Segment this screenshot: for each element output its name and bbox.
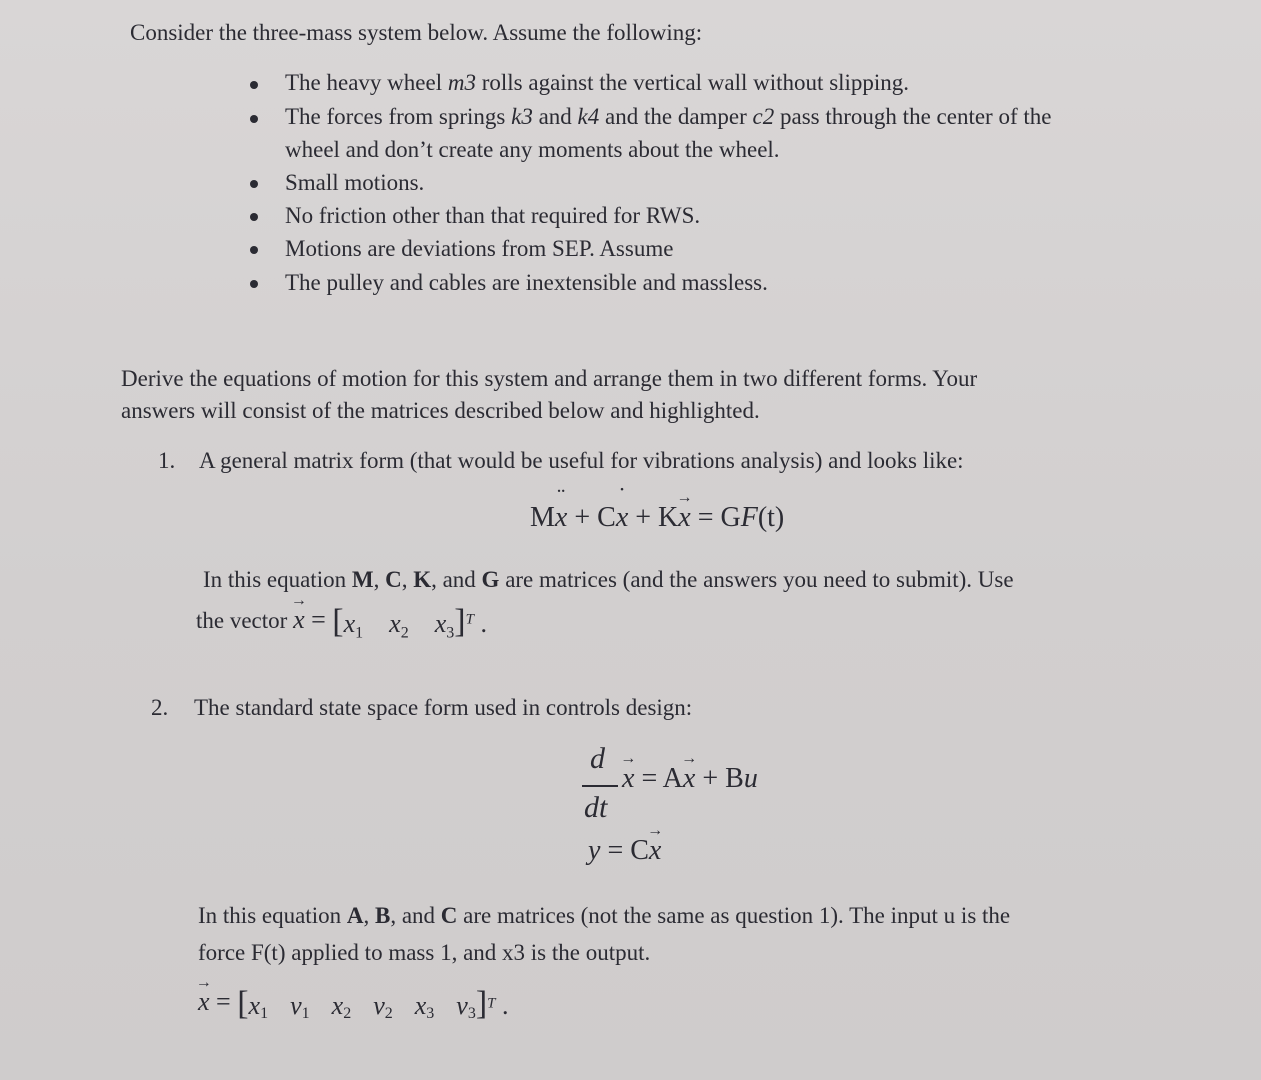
x-vector: → x — [683, 763, 695, 795]
v2: v — [373, 991, 385, 1020]
v1: v — [290, 991, 302, 1020]
eq-plus-B: + B — [695, 763, 744, 794]
assumption-2-text: The forces from springs — [285, 104, 512, 129]
eq-F: F — [740, 502, 758, 533]
vector-label: the vector — [196, 608, 294, 633]
question-1-text: A general matrix form (that would be useful for vibrations analysis) and looks like: — [199, 448, 964, 473]
intro-text: Consider the three-mass system below. Assume the following: — [130, 20, 703, 45]
x-vector: → x — [198, 987, 210, 1017]
input-u: u — [743, 763, 758, 794]
comma: , — [373, 567, 386, 592]
assumption-2 — [285, 104, 1051, 130]
matrix-G: G — [481, 567, 500, 592]
bracket-close: ] — [475, 985, 488, 1022]
matrix-C: C — [440, 903, 458, 928]
matrix-K: K — [413, 567, 432, 592]
assumption-6: The pulley and cables are inextensible and massless. — [285, 270, 768, 295]
assumption-5: Motions are deviations from SEP. Assume — [285, 236, 674, 261]
assumption-2-and: and — [532, 104, 578, 129]
symbol-k4: k4 — [577, 104, 600, 129]
x3-sub: 3 — [426, 1005, 435, 1023]
matrix-B: B — [374, 903, 391, 928]
desc-text: In this equation — [203, 567, 352, 592]
assumption-4: No friction other than that required for RWS. — [285, 203, 701, 228]
bullet-dot — [250, 213, 258, 221]
desc-text-end: are matrices (and the answers you need to submit). Use — [499, 567, 1014, 592]
desc-text: In this equation — [198, 903, 347, 928]
equation-matrix-form — [530, 502, 784, 534]
fraction-denominator-dt: dt — [584, 791, 608, 824]
eq-plus-K: + K — [628, 502, 679, 533]
x3-sub: 3 — [446, 624, 455, 642]
question-2-number: 2. — [151, 695, 169, 720]
comma: , — [363, 903, 375, 928]
x-vector: → x — [622, 763, 634, 795]
x-vector: → x — [649, 835, 661, 867]
equals: = — [304, 605, 333, 634]
equals: = — [209, 987, 238, 1016]
matrix-C: C — [385, 567, 402, 592]
question-1-vector-line — [196, 603, 487, 643]
eq-M: M — [530, 502, 555, 533]
eq-equals-G: = G — [690, 502, 741, 533]
assumption-1-text: The heavy wheel — [285, 70, 448, 95]
eq-plus-C: + C — [567, 502, 616, 533]
desc-text-end: are matrices (not the same as question 1). The input u is the — [457, 903, 1011, 928]
question-2-text: The standard state space form used in controls design: — [194, 695, 693, 720]
x-vector: → x — [678, 502, 690, 534]
x2-sub: 2 — [343, 1005, 352, 1023]
v3: v — [456, 991, 468, 1020]
x2: x — [389, 609, 401, 638]
assumption-2-text-end: pass through the center of the — [774, 104, 1052, 129]
assumption-1-text-end: rolls against the vertical wall without slipping. — [475, 70, 910, 95]
x2: x — [331, 991, 344, 1020]
state-equation-rhs — [622, 763, 758, 795]
v3-sub: 3 — [467, 1005, 476, 1023]
bullet-dot — [250, 280, 258, 288]
x3: x — [434, 609, 447, 638]
question-2-description-1 — [198, 903, 1010, 929]
bullet-dot — [250, 115, 258, 123]
output-equation — [588, 835, 661, 867]
x3: x — [414, 991, 427, 1020]
bracket-close: ] — [454, 603, 466, 640]
symbol-k3: k3 — [511, 104, 533, 129]
assumption-2-continued: wheel and don’t create any moments about the wheel. — [285, 137, 780, 162]
eq-equals-A: = A — [634, 763, 683, 794]
assumption-3: Small motions. — [285, 170, 425, 195]
bullet-dot — [250, 81, 258, 89]
bracket-open: [ — [237, 985, 249, 1022]
derive-line-2: answers will consist of the matrices described below and highlighted. — [121, 398, 760, 423]
assumption-1 — [285, 70, 909, 96]
bracket-open: [ — [332, 603, 344, 640]
transpose: T — [465, 611, 474, 628]
question-1-description — [203, 567, 1014, 593]
x1-sub: 1 — [355, 624, 364, 642]
x2-sub: 2 — [400, 624, 409, 642]
bullet-dot — [250, 246, 258, 254]
derive-line-1: Derive the equations of motion for this system and arrange them in two different forms. Your — [121, 366, 978, 391]
matrix-M: M — [351, 567, 374, 592]
bullet-dot — [250, 180, 258, 188]
matrix-A: A — [346, 903, 364, 928]
x-dot-vector: ˙ x — [616, 502, 628, 534]
comma: , — [401, 567, 414, 592]
output-y: y — [588, 835, 601, 866]
x1: x — [248, 991, 261, 1020]
x1-sub: 1 — [260, 1005, 269, 1023]
and: , and — [431, 567, 482, 592]
transpose: T — [487, 995, 496, 1012]
fraction-numerator-d: d — [590, 742, 605, 775]
period: . — [495, 991, 509, 1020]
question-2-description-2: force F(t) applied to mass 1, and x3 is the output. — [198, 940, 651, 965]
eq-equals-C: = C — [600, 835, 649, 866]
and: , and — [390, 903, 441, 928]
eq-t: (t) — [757, 502, 785, 533]
v1-sub: 1 — [301, 1005, 310, 1023]
fraction-bar — [582, 785, 618, 787]
symbol-m3: m3 — [447, 70, 476, 95]
x-ddot-vector: ¨ x — [555, 502, 567, 534]
v2-sub: 2 — [384, 1005, 393, 1023]
x1: x — [343, 609, 356, 638]
x-vector: → x — [293, 605, 305, 635]
question-1-number: 1. — [158, 448, 176, 473]
symbol-c2: c2 — [752, 104, 775, 129]
period: . — [473, 609, 487, 638]
state-vector — [198, 985, 509, 1023]
assumption-2-damper: and the damper — [599, 104, 753, 129]
